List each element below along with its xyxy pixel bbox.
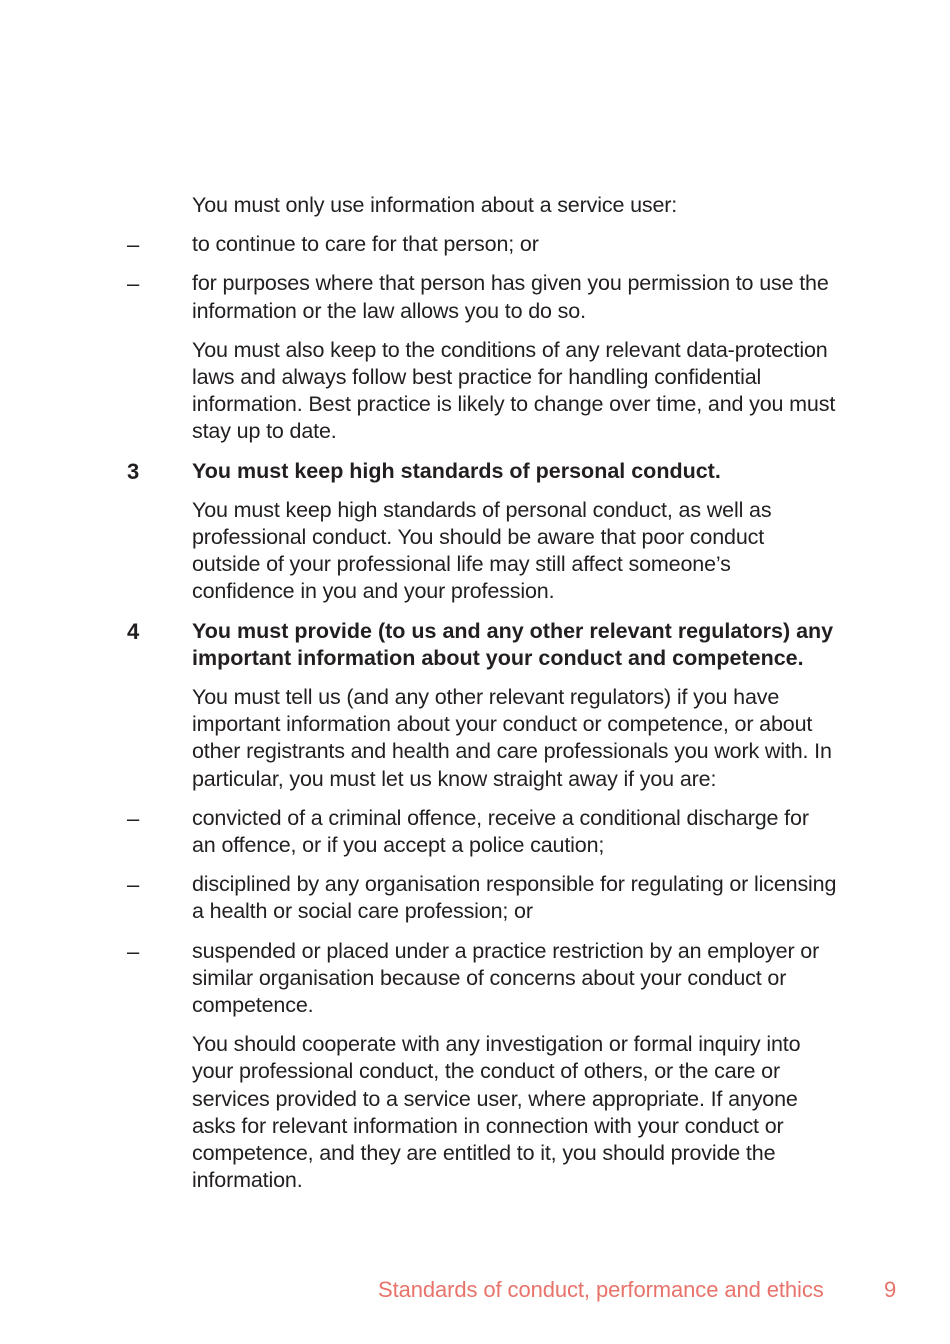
document-body <box>0 192 950 1207</box>
page-number: 9 <box>884 1277 897 1302</box>
bullet-item <box>0 805 950 859</box>
bullet-text: to continue to care for that person; or <box>192 232 539 257</box>
paragraph-text: You must also keep to the conditions of any relevant data-protection laws and always follow best practice for handling confidential information. Best practice is likely to change over time, and you must stay up to date. <box>192 337 836 444</box>
paragraph-text: You must tell us (and any other relevant regulators) if you have important information about your conduct or competence, or about other registrants and health and care professionals you work with. In particular, you must let us know straight away if you are: <box>192 685 832 791</box>
bullet-text: for purposes where that person has given you permission to use the information or the law allows you to do so. <box>192 271 829 323</box>
standard-number: 3 <box>127 458 140 484</box>
standard-number: 4 <box>127 618 140 644</box>
dash-bullet: – <box>127 232 140 258</box>
bullet-text: disciplined by any organisation responsible for regulating or licensing a health or social care profession; or <box>192 872 837 924</box>
standard-heading-text: You must keep high standards of personal conduct. <box>192 458 721 483</box>
paragraph <box>0 1031 950 1194</box>
paragraph <box>0 192 950 219</box>
dash-bullet: – <box>127 872 140 898</box>
bullet-item <box>0 938 950 1020</box>
standard-heading-4 <box>0 618 950 672</box>
paragraph-text: You must only use information about a service user: <box>192 193 678 217</box>
paragraph-text: You must keep high standards of personal conduct, as well as professional conduct. You should be aware that poor conduct outside of your professional life may still affect someone’s confidence in you and your profession. <box>192 497 772 604</box>
standard-heading-3 <box>0 458 950 485</box>
dash-bullet: – <box>127 938 140 964</box>
paragraph <box>0 337 950 446</box>
paragraph <box>0 497 950 606</box>
bullet-text: convicted of a criminal offence, receive a conditional discharge for an offence, or if you accept a police caution; <box>192 805 809 858</box>
bullet-item <box>0 871 950 925</box>
bullet-item <box>0 270 950 324</box>
paragraph <box>0 684 950 793</box>
bullet-item <box>0 231 950 258</box>
footer-document-title: Standards of conduct, performance and ethics <box>378 1277 824 1302</box>
bullet-text: suspended or placed under a practice restriction by an employer or similar organisation because of concerns about your conduct or competence. <box>192 938 820 1018</box>
dash-bullet: – <box>127 271 140 297</box>
standard-heading-text: You must provide (to us and any other relevant regulators) any important information about your conduct and competence. <box>192 618 834 670</box>
paragraph-text: You should cooperate with any investigation or formal inquiry into your professional conduct, the conduct of others, or the care or services provided to a service user, where appropriate. If anyone asks for relevant information in connection with your conduct or competence, and they are entitled to it, you should provide the information. <box>192 1032 801 1193</box>
dash-bullet: – <box>127 805 140 831</box>
